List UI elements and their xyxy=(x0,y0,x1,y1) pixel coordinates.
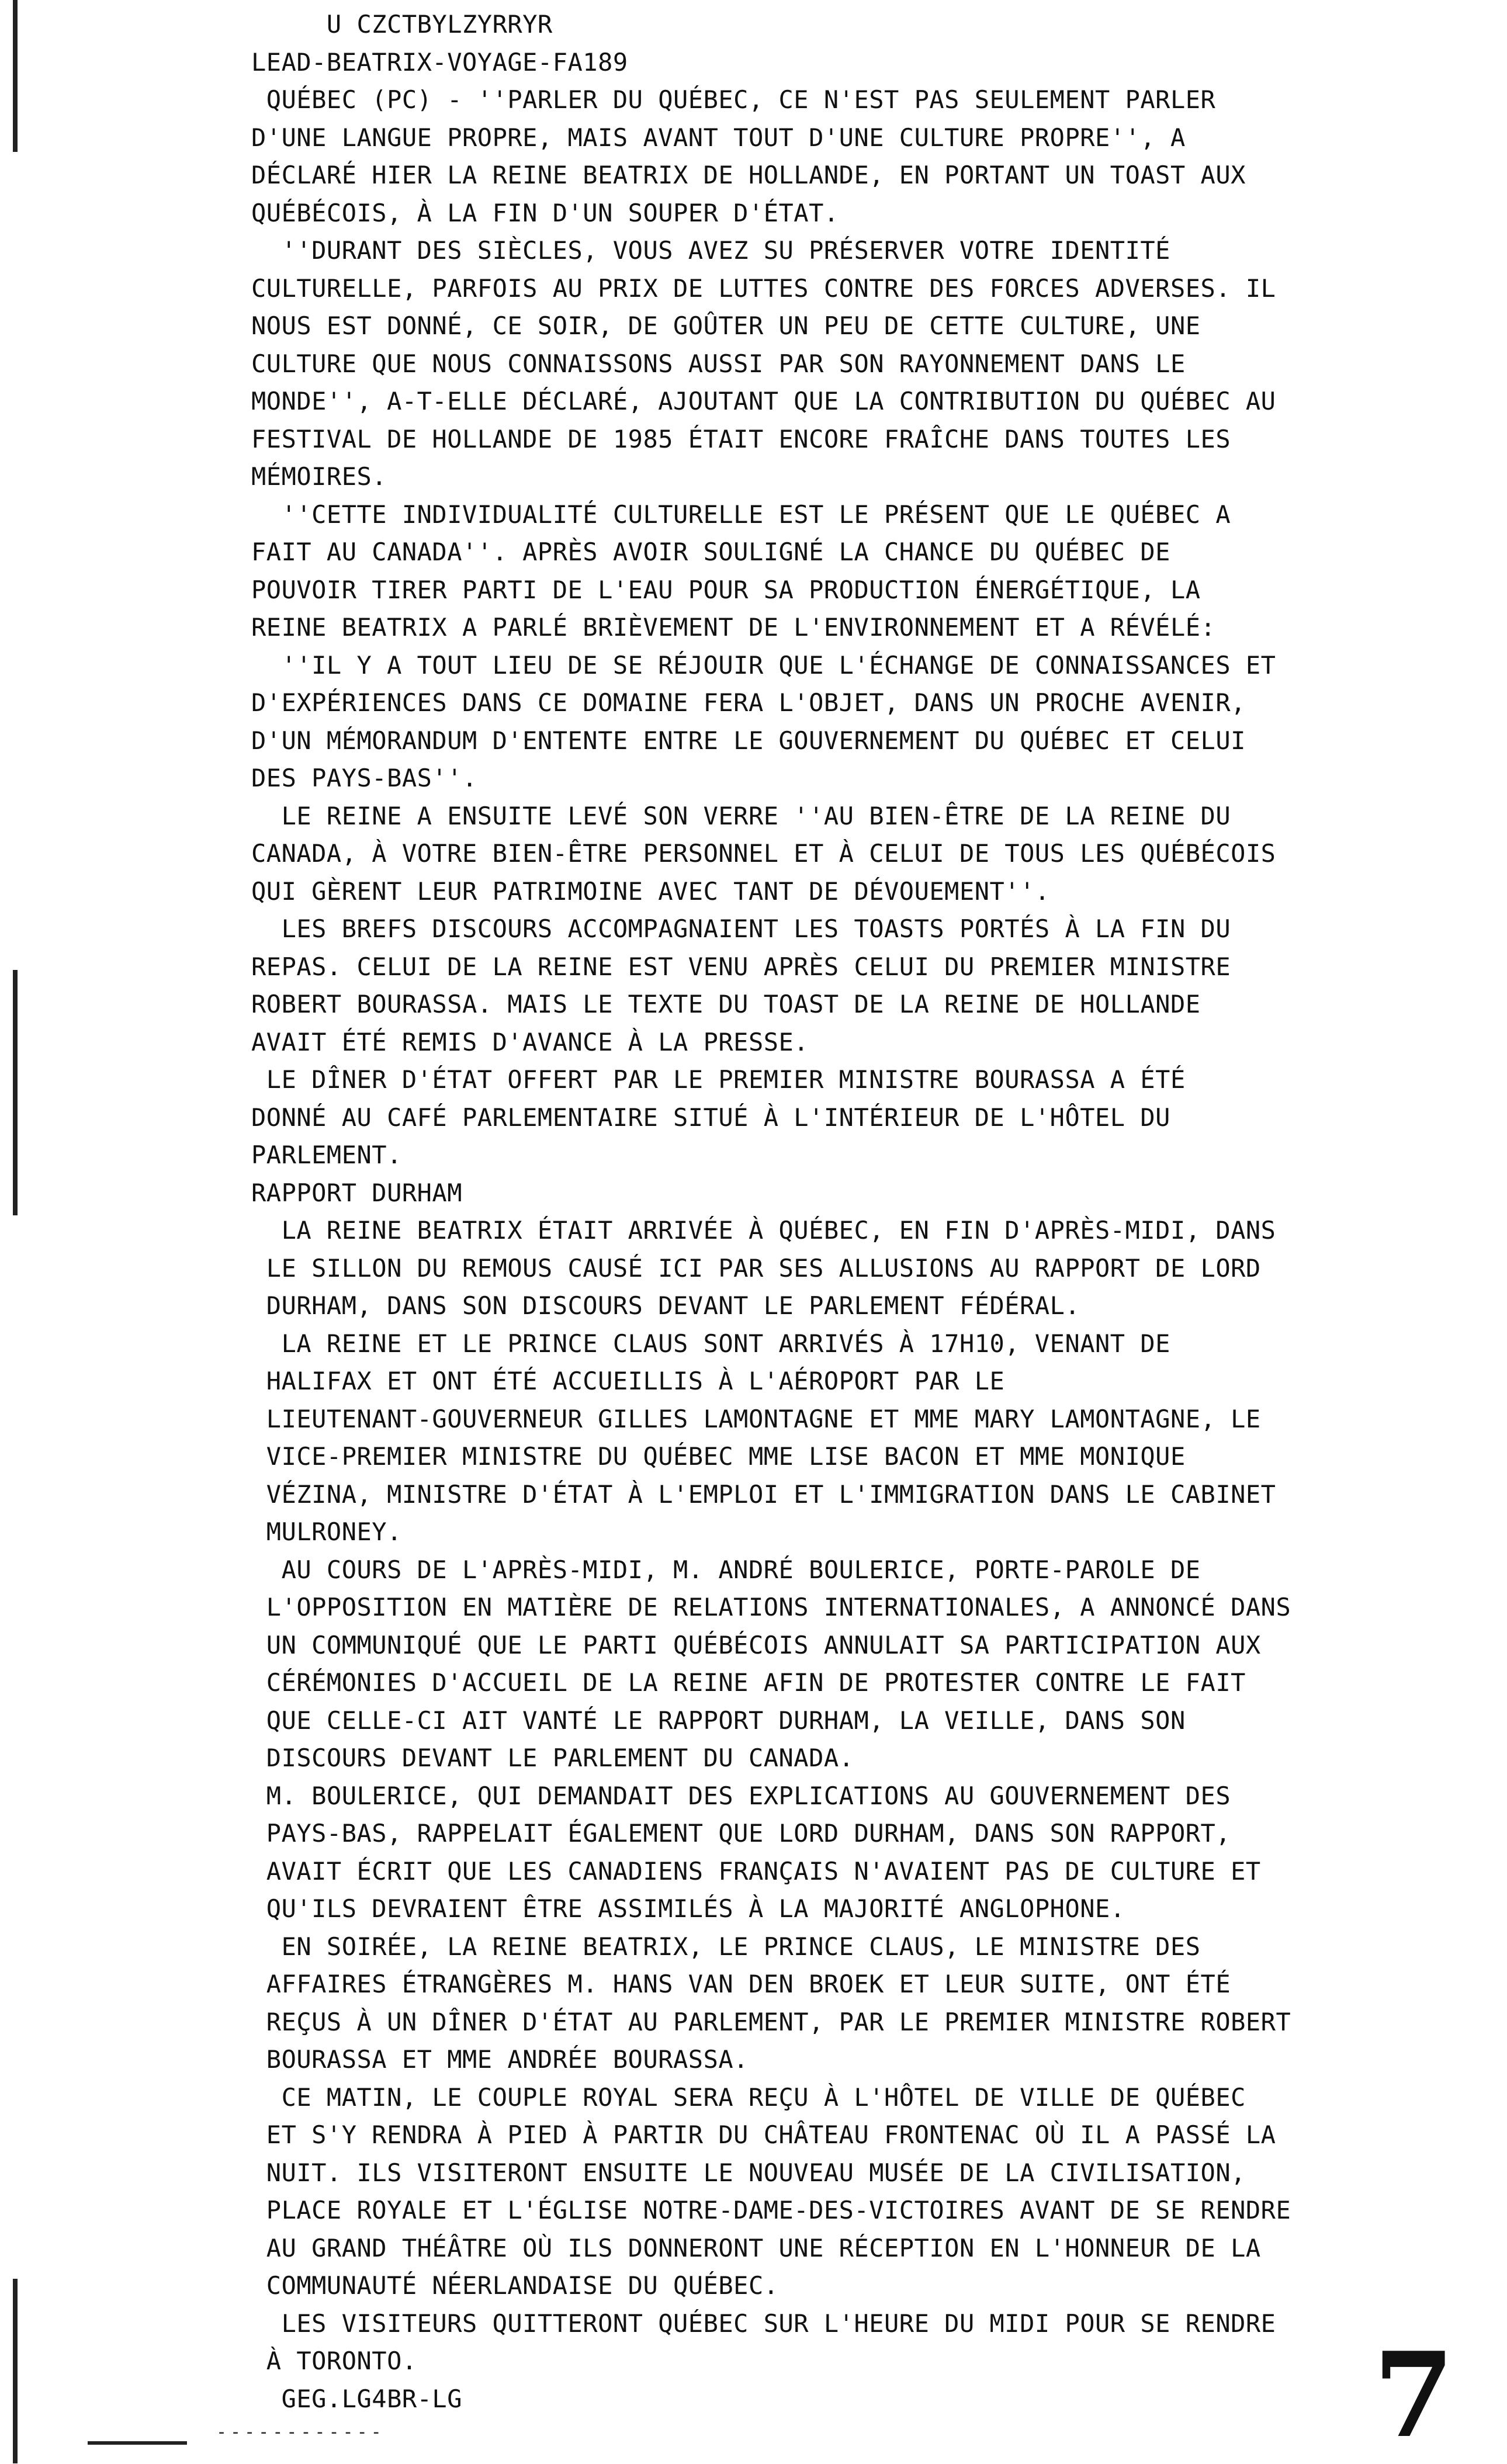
text-line: CULTURELLE, PARFOIS AU PRIX DE LUTTES CONTRE DES FORCES ADVERSES. IL xyxy=(251,273,1276,303)
text-line: À TORONTO. xyxy=(251,2347,417,2375)
text-line: QU'ILS DEVRAIENT ÊTRE ASSIMILÉS À LA MAJORITÉ ANGLOPHONE. xyxy=(251,1894,1125,1923)
text-line: DÉCLARÉ HIER LA REINE BEATRIX DE HOLLANDE, EN PORTANT UN TOAST AUX xyxy=(251,161,1246,189)
text-line: ''DURANT DES SIÈCLES, VOUS AVEZ SU PRÉSERVER VOTRE IDENTITÉ xyxy=(251,236,1170,265)
text-line: AVAIT ÉTÉ REMIS D'AVANCE À LA PRESSE. xyxy=(251,1027,809,1056)
text-line: LES VISITEURS QUITTERONT QUÉBEC SUR L'HEURE DU MIDI POUR SE RENDRE xyxy=(251,2309,1276,2338)
text-line: COMMUNAUTÉ NÉERLANDAISE DU QUÉBEC. xyxy=(251,2271,779,2300)
text-line: MONDE'', A-T-ELLE DÉCLARÉ, AJOUTANT QUE LA CONTRIBUTION DU QUÉBEC AU xyxy=(251,387,1276,415)
text-line: REPAS. CELUI DE LA REINE EST VENU APRÈS CELUI DU PREMIER MINISTRE xyxy=(251,952,1231,981)
text-line: ET S'Y RENDRA À PIED À PARTIR DU CHÂTEAU FRONTENAC OÙ IL A PASSÉ LA xyxy=(251,2120,1276,2149)
text-line: EN SOIRÉE, LA REINE BEATRIX, LE PRINCE CLAUS, LE MINISTRE DES xyxy=(251,1932,1201,1961)
text-line: FESTIVAL DE HOLLANDE DE 1985 ÉTAIT ENCORE FRAÎCHE DANS TOUTES LES xyxy=(251,424,1231,453)
text-line: HALIFAX ET ONT ÉTÉ ACCUEILLIS À L'AÉROPORT PAR LE xyxy=(251,1367,1005,1395)
text-line: GEG.LG4BR-LG xyxy=(251,2384,463,2413)
text-line: ROBERT BOURASSA. MAIS LE TEXTE DU TOAST DE LA REINE DE HOLLANDE xyxy=(251,990,1201,1018)
text-line: REINE BEATRIX A PARLÉ BRIÈVEMENT DE L'ENVIRONNEMENT ET A RÉVÉLÉ: xyxy=(251,613,1216,642)
text-line: U CZCTBYLZYRRYR xyxy=(251,10,553,39)
text-line: ''CETTE INDIVIDUALITÉ CULTURELLE EST LE PRÉSENT QUE LE QUÉBEC A xyxy=(251,500,1231,529)
text-line: LE DÎNER D'ÉTAT OFFERT PAR LE PREMIER MINISTRE BOURASSA A ÉTÉ xyxy=(251,1065,1186,1094)
text-line: VÉZINA, MINISTRE D'ÉTAT À L'EMPLOI ET L'IMMIGRATION DANS LE CABINET xyxy=(251,1479,1276,1509)
text-line: MÉMOIRES. xyxy=(251,462,387,491)
text-line: L'OPPOSITION EN MATIÈRE DE RELATIONS INTERNATIONALES, A ANNONCÉ DANS xyxy=(251,1593,1291,1621)
text-line: REÇUS À UN DÎNER D'ÉTAT AU PARLEMENT, PAR LE PREMIER MINISTRE ROBERT xyxy=(251,2007,1291,2036)
binding-mark-top xyxy=(13,0,18,152)
text-line: AU GRAND THÉÂTRE OÙ ILS DONNERONT UNE RÉCEPTION EN L'HONNEUR DE LA xyxy=(251,2233,1261,2262)
text-line: VICE-PREMIER MINISTRE DU QUÉBEC MME LISE BACON ET MME MONIQUE xyxy=(251,1442,1186,1471)
text-line: M. BOULERICE, QUI DEMANDAIT DES EXPLICATIONS AU GOUVERNEMENT DES xyxy=(251,1781,1231,1810)
text-line: LE SILLON DU REMOUS CAUSÉ ICI PAR SES ALLUSIONS AU RAPPORT DE LORD xyxy=(251,1253,1261,1283)
text-line: MULRONEY. xyxy=(251,1517,402,1546)
text-line: QUI GÈRENT LEUR PATRIMOINE AVEC TANT DE DÉVOUEMENT''. xyxy=(251,876,1050,906)
page-number: 7 xyxy=(1373,2327,1455,2464)
text-line: LA REINE BEATRIX ÉTAIT ARRIVÉE À QUÉBEC, EN FIN D'APRÈS-MIDI, DANS xyxy=(251,1216,1276,1245)
text-line: LE REINE A ENSUITE LEVÉ SON VERRE ''AU BIEN-ÊTRE DE LA REINE DU xyxy=(251,801,1231,830)
text-line: DISCOURS DEVANT LE PARLEMENT DU CANADA. xyxy=(251,1744,854,1772)
text-line: DURHAM, DANS SON DISCOURS DEVANT LE PARLEMENT FÉDÉRAL. xyxy=(251,1291,1080,1320)
text-line: DES PAYS-BAS''. xyxy=(251,764,477,792)
footer-dashes: ------------ xyxy=(216,2422,385,2442)
text-line: QUÉBÉCOIS, À LA FIN D'UN SOUPER D'ÉTAT. xyxy=(251,198,839,227)
text-line: LA REINE ET LE PRINCE CLAUS SONT ARRIVÉS À 17H10, VENANT DE xyxy=(251,1329,1170,1358)
text-line: PLACE ROYALE ET L'ÉGLISE NOTRE-DAME-DES-VICTOIRES AVANT DE SE RENDRE xyxy=(251,2196,1291,2224)
text-line: UN COMMUNIQUÉ QUE LE PARTI QUÉBÉCOIS ANNULAIT SA PARTICIPATION AUX xyxy=(251,1630,1261,1659)
text-line: D'EXPÉRIENCES DANS CE DOMAINE FERA L'OBJET, DANS UN PROCHE AVENIR, xyxy=(251,688,1246,717)
text-line: FAIT AU CANADA''. APRÈS AVOIR SOULIGNÉ LA CHANCE DU QUÉBEC DE xyxy=(251,538,1170,566)
text-line: ''IL Y A TOUT LIEU DE SE RÉJOUIR QUE L'ÉCHANGE DE CONNAISSANCES ET xyxy=(251,650,1276,680)
text-line: BOURASSA ET MME ANDRÉE BOURASSA. xyxy=(251,2045,749,2074)
text-line: QUÉBEC (PC) - ''PARLER DU QUÉBEC, CE N'EST PAS SEULEMENT PARLER xyxy=(251,85,1216,114)
text-line: POUVOIR TIRER PARTI DE L'EAU POUR SA PRODUCTION ÉNERGÉTIQUE, LA xyxy=(251,575,1201,604)
binding-mark-bottom xyxy=(13,2279,18,2463)
text-line: CANADA, À VOTRE BIEN-ÊTRE PERSONNEL ET À CELUI DE TOUS LES QUÉBÉCOIS xyxy=(251,839,1276,868)
text-line: LIEUTENANT-GOUVERNEUR GILLES LAMONTAGNE ET MME MARY LAMONTAGNE, LE xyxy=(251,1404,1261,1433)
binding-mark-middle xyxy=(13,970,18,1215)
text-line: D'UN MÉMORANDUM D'ENTENTE ENTRE LE GOUVERNEMENT DU QUÉBEC ET CELUI xyxy=(251,726,1246,755)
text-line: NOUS EST DONNÉ, CE SOIR, DE GOÛTER UN PEU DE CETTE CULTURE, UNE xyxy=(251,311,1201,340)
text-line: LES BREFS DISCOURS ACCOMPAGNAIENT LES TOASTS PORTÉS À LA FIN DU xyxy=(251,914,1231,943)
text-line: RAPPORT DURHAM xyxy=(251,1178,463,1207)
text-line: CULTURE QUE NOUS CONNAISSONS AUSSI PAR SON RAYONNEMENT DANS LE xyxy=(251,349,1186,378)
text-line: CÉRÉMONIES D'ACCUEIL DE LA REINE AFIN DE PROTESTER CONTRE LE FAIT xyxy=(251,1668,1246,1697)
footer-rule xyxy=(88,2441,187,2445)
text-line: LEAD-BEATRIX-VOYAGE-FA189 xyxy=(251,47,628,77)
text-line: PARLEMENT. xyxy=(251,1141,402,1169)
text-line: AVAIT ÉCRIT QUE LES CANADIENS FRANÇAIS N'AVAIENT PAS DE CULTURE ET xyxy=(251,1856,1261,1886)
article-text xyxy=(251,6,1437,2418)
text-line: DONNÉ AU CAFÉ PARLEMENTAIRE SITUÉ À L'INTÉRIEUR DE L'HÔTEL DU xyxy=(251,1103,1170,1132)
text-line: QUE CELLE-CI AIT VANTÉ LE RAPPORT DURHAM, LA VEILLE, DANS SON xyxy=(251,1706,1186,1735)
text-line: PAYS-BAS, RAPPELAIT ÉGALEMENT QUE LORD DURHAM, DANS SON RAPPORT, xyxy=(251,1819,1231,1848)
text-line: AFFAIRES ÉTRANGÈRES M. HANS VAN DEN BROEK ET LEUR SUITE, ONT ÉTÉ xyxy=(251,1970,1231,1998)
text-line: D'UNE LANGUE PROPRE, MAIS AVANT TOUT D'UNE CULTURE PROPRE'', A xyxy=(251,123,1186,152)
text-line: NUIT. ILS VISITERONT ENSUITE LE NOUVEAU MUSÉE DE LA CIVILISATION, xyxy=(251,2158,1246,2187)
text-line: AU COURS DE L'APRÈS-MIDI, M. ANDRÉ BOULERICE, PORTE-PAROLE DE xyxy=(251,1555,1201,1584)
text-line: CE MATIN, LE COUPLE ROYAL SERA REÇU À L'HÔTEL DE VILLE DE QUÉBEC xyxy=(251,2082,1246,2112)
